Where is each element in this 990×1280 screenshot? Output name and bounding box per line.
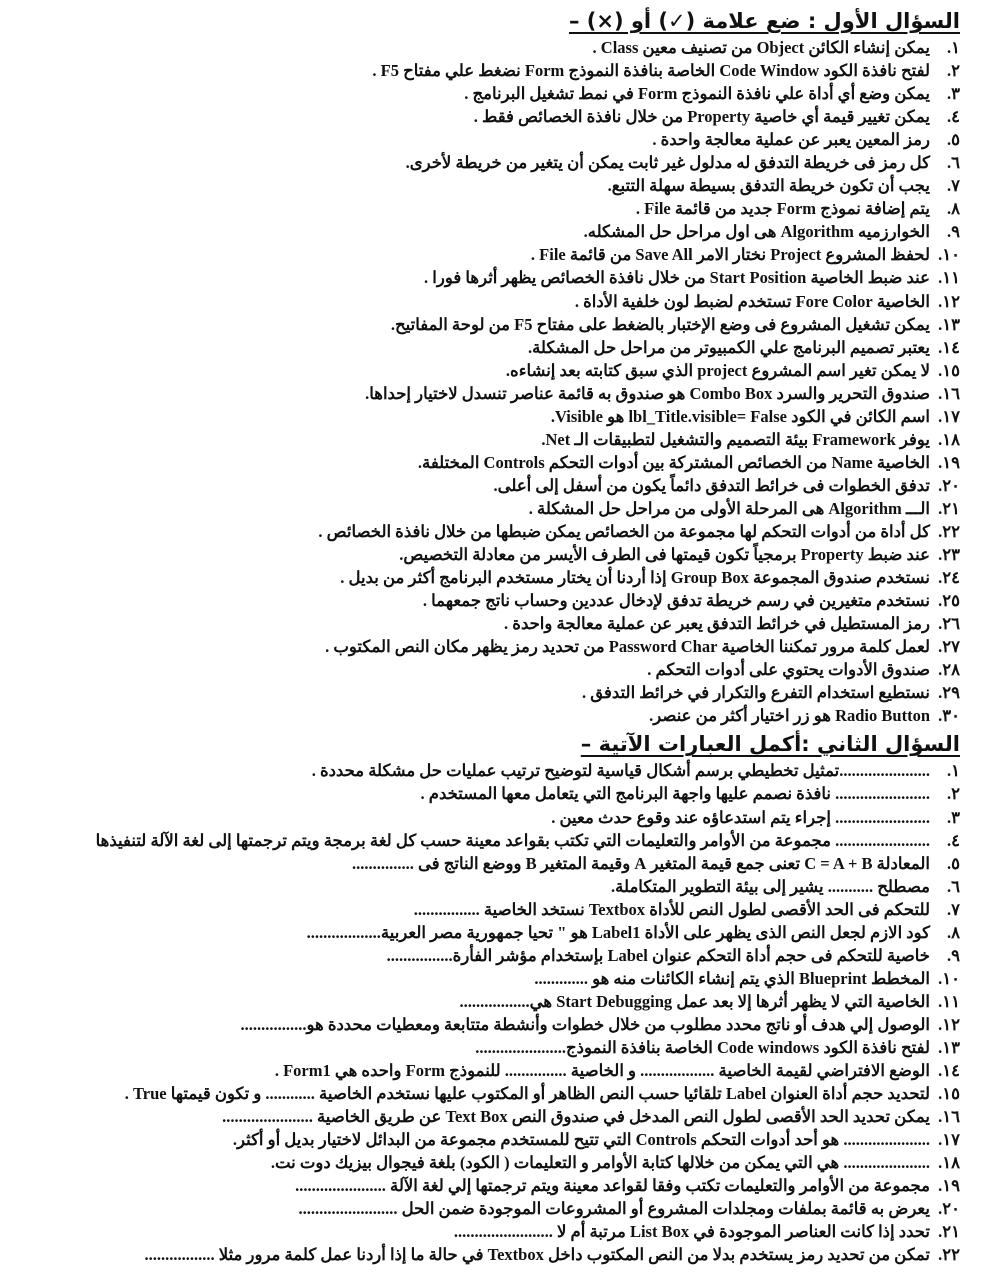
question-item xyxy=(0,704,960,727)
item-number: ١٨. xyxy=(938,1153,960,1173)
item-number: ١٩. xyxy=(938,452,960,472)
item-number: ١٣. xyxy=(938,314,960,334)
item-text: يتم إضافة نموذج Form جديد من قائمة File . xyxy=(635,199,930,219)
question-2-list xyxy=(0,759,990,1266)
item-number: ١٧. xyxy=(938,1130,960,1150)
item-text: مجموعة من الأوامر والتعليمات تكتب وفقا لقواعد معينة ويتم ترجمتها إلي لغة الآلة ...................... xyxy=(295,1176,930,1196)
question-item xyxy=(0,243,960,266)
item-number: ٢٠. xyxy=(938,1199,960,1219)
item-number: ٢٩. xyxy=(938,683,960,703)
question-2-title: السؤال الثاني :أكمل العبارات الآتية – xyxy=(580,732,960,757)
question-item xyxy=(0,829,960,852)
question-item xyxy=(0,806,960,829)
question-item xyxy=(0,290,960,313)
question-item xyxy=(0,543,960,566)
item-text: يمكن وضع أي أداة علي نافذة النموذج Form في نمط تشغيل البرنامج . xyxy=(464,84,930,104)
item-number: ٥. xyxy=(947,130,960,150)
question-item xyxy=(0,1013,960,1036)
question-1-list xyxy=(0,36,990,727)
item-number: ١٠. xyxy=(938,968,960,988)
item-text: لفتح نافذة الكود Code Window الخاصة بنافذة النموذج Form نضغط علي مفتاح F5 . xyxy=(372,61,930,81)
question-item xyxy=(0,405,960,428)
item-number: ٩. xyxy=(947,945,960,965)
item-number: ١٥. xyxy=(938,1084,960,1104)
question-item xyxy=(0,759,960,782)
question-item xyxy=(0,967,960,990)
question-item xyxy=(0,1059,960,1082)
item-number: ٩. xyxy=(947,222,960,242)
item-number: ٢٦. xyxy=(938,614,960,634)
item-text: يمكن تشغيل المشروع فى وضع الإختبار بالضغط على مفتاح F5 من لوحة المفاتيح. xyxy=(390,314,930,334)
item-number: ٨. xyxy=(947,922,960,942)
question-item xyxy=(0,497,960,520)
question-item xyxy=(0,1105,960,1128)
item-text: الخاصية Name من الخصائص المشتركة بين أدوات التحكم Controls المختلفة. xyxy=(417,452,930,472)
item-number: ١٢. xyxy=(938,291,960,311)
item-number: ١١. xyxy=(938,991,960,1011)
item-number: ١٦. xyxy=(938,383,960,403)
question-item xyxy=(0,520,960,543)
item-text: ..................... هو أحد أدوات التحكم Controls التي تتيح للمستخدم مجموعة من البدائل لاختيار بديل أو أكثر. xyxy=(232,1130,930,1150)
item-number: ٢. xyxy=(947,61,960,81)
item-number: ١. xyxy=(947,38,960,57)
item-text: الوضع الافتراضي لقيمة الخاصية .................. و الخاصية ............... للنموذج Form واحده هي Form1 . xyxy=(274,1061,930,1081)
item-text: كود الازم لجعل النص الذى يظهر على الأداة Label1 هو " تحيا جمهورية مصر العربية.................. xyxy=(306,922,930,942)
item-text: تدفق الخطوات فى خرائط التدفق دائماً يكون من أسفل إلى أعلى. xyxy=(493,475,930,495)
item-text: صندوق التحرير والسرد Combo Box هو صندوق به قائمة عناصر تنسدل لاختيار إحداها. xyxy=(365,383,930,403)
question-item xyxy=(0,474,960,497)
item-text: ....................... إجراء يتم استدعاؤه عند وقوع حدث معين . xyxy=(551,807,930,827)
question-item xyxy=(0,197,960,220)
item-text: يمكن تغيير قيمة أي خاصية Property من خلال نافذة الخصائص فقط . xyxy=(473,107,930,127)
question-item xyxy=(0,266,960,289)
question-item xyxy=(0,635,960,658)
question-1-title: السؤال الأول : ضع علامة (✓) أو (×) – xyxy=(568,9,960,33)
item-text: رمز المستطيل في خرائط التدفق يعبر عن عملية معالجة واحدة . xyxy=(504,614,930,634)
question-item xyxy=(0,852,960,875)
question-item xyxy=(0,566,960,589)
item-number: ٢٥. xyxy=(938,591,960,611)
question-item xyxy=(0,105,960,128)
item-text: الوصول إلي هدف أو ناتج محدد مطلوب من خلال خطوات وأنشطة متتابعة ومعطيات محددة هو................ xyxy=(240,1014,930,1034)
item-text: الخوارزميه Algorithm هى اول مراحل حل المشكله. xyxy=(583,222,930,242)
item-text: خاصية للتحكم فى حجم أداة التحكم عنوان Label بإستخدام مؤشر الفأرة................ xyxy=(386,945,930,965)
item-number: ٨. xyxy=(947,199,960,219)
question-item xyxy=(0,1243,960,1266)
item-number: ١٣. xyxy=(938,1037,960,1057)
question-item xyxy=(0,174,960,197)
item-text: ....................... مجموعة من الأوامر والتعليمات التي تكتب بقواعد معينة حسب كل لغة برمجة ويتم ترجمتها إلى لغة الآلة لتنفيذها xyxy=(95,830,930,850)
item-number: ٣٠. xyxy=(938,706,960,726)
item-number: ٢٧. xyxy=(938,637,960,657)
item-text: لفتح نافذة الكود Code windows الخاصة بنافذة النموذج...................... xyxy=(475,1037,930,1057)
item-number: ٢٣. xyxy=(938,545,960,565)
item-text: عند ضبط الخاصية Start Position من خلال نافذة الخصائص يظهر أثرها فورا . xyxy=(424,268,930,288)
question-item xyxy=(0,681,960,704)
item-number: ١٢. xyxy=(938,1014,960,1034)
item-number: ٧. xyxy=(947,899,960,919)
item-text: لتحديد حجم أداة العنوان Label تلقائيا حسب النص الظاهر أو المكتوب عليها نستخدم الخاصية ............ و تكون قيمتها True . xyxy=(124,1084,930,1104)
item-text: نستخدم متغيرين في رسم خريطة تدفق لإدخال عددين وحساب ناتج جمعهما . xyxy=(422,591,930,611)
item-number: ٤. xyxy=(947,830,960,850)
question-item xyxy=(0,382,960,405)
item-text: مصطلح ........... يشير إلى بيئة التطوير المتكاملة. xyxy=(611,876,930,896)
question-item xyxy=(0,1082,960,1105)
question-item xyxy=(0,128,960,151)
question-item xyxy=(0,428,960,451)
item-text: المعادلة C = A + B تعنى جمع قيمة المتغير A وقيمة المتغير B ووضع الناتج فى ............... xyxy=(352,853,930,873)
item-number: ٧. xyxy=(947,176,960,196)
item-text: تمكن من تحديد رمز يستخدم بدلا من النص المكتوب داخل Textbox في حالة ما إذا أردنا عمل كلمة مرور مثلا ................. xyxy=(144,1245,930,1265)
item-number: ٤. xyxy=(947,107,960,127)
question-item xyxy=(0,151,960,174)
item-text: للتحكم فى الحد الأقصى لطول النص للأداة Textbox نستخد الخاصية ................ xyxy=(413,899,930,919)
item-number: ٣. xyxy=(947,807,960,827)
item-text: لعمل كلمة مرور تمكننا الخاصية Password Char من تحديد رمز يظهر مكان النص المكتوب . xyxy=(325,637,930,657)
item-text: ....................... نافذة نصمم عليها واجهة البرنامج التي يتعامل معها المستخدم . xyxy=(420,784,930,804)
item-text: ..................... هي التي يمكن من خلالها كتابة الأوامر و التعليمات ( الكود) بلغة فيجوال بيزيك دوت نت. xyxy=(270,1153,930,1173)
item-text: لحفظ المشروع Project نختار الامر Save All من قائمة File . xyxy=(530,245,930,265)
question-item xyxy=(0,875,960,898)
question-item xyxy=(0,782,960,805)
item-number: ١٩. xyxy=(938,1176,960,1196)
question-item xyxy=(0,898,960,921)
item-text: ......................تمثيل تخطيطي برسم أشكال قياسية لتوضيح ترتيب عمليات حل مشكلة محددة . xyxy=(311,761,930,781)
question-item xyxy=(0,359,960,382)
item-number: ٦. xyxy=(947,153,960,173)
question-item xyxy=(0,944,960,967)
item-number: ١٤. xyxy=(938,337,960,357)
item-number: ١١. xyxy=(938,268,960,288)
item-number: ١٥. xyxy=(938,360,960,380)
item-number: ٢١. xyxy=(938,498,960,518)
question-item xyxy=(0,921,960,944)
question-item xyxy=(0,1174,960,1197)
item-text: يعتبر تصميم البرنامج علي الكمبيوتر من مراحل حل المشكلة. xyxy=(527,337,930,357)
item-text: يوفر Framework بيئة التصميم والتشغيل لتطبيقات الـ Net. xyxy=(541,429,930,449)
item-number: ١٨. xyxy=(938,429,960,449)
question-item xyxy=(0,451,960,474)
item-text: المخطط Blueprint الذي يتم إنشاء الكائنات منه هو ............. xyxy=(534,968,930,988)
item-text: نستطيع استخدام التفرع والتكرار في خرائط التدفق . xyxy=(582,683,930,703)
question-item xyxy=(0,589,960,612)
question-item xyxy=(0,1128,960,1151)
item-number: ٢٨. xyxy=(938,660,960,680)
item-text: الخاصية Fore Color تستخدم لضبط لون خلفية الأداة . xyxy=(574,291,930,311)
item-number: ٣. xyxy=(947,84,960,104)
item-text: يمكن تحديد الحد الأقصى لطول النص المدخل في صندوق النص Text Box عن طريق الخاصية ...................... xyxy=(222,1107,930,1127)
question-item xyxy=(0,59,960,82)
item-number: ١٦. xyxy=(938,1107,960,1127)
question-item xyxy=(0,1036,960,1059)
item-text: الخاصية التي لا يظهر أثرها إلا بعد عمل Start Debugging هي................. xyxy=(459,991,930,1011)
question-item xyxy=(0,82,960,105)
question-item xyxy=(0,220,960,243)
item-text: الـــ Algorithm هى المرحلة الأولى من مراحل حل المشكلة . xyxy=(528,498,930,518)
item-number: ٢٠. xyxy=(938,475,960,495)
item-text: صندوق الأدوات يحتوي على أدوات التحكم . xyxy=(647,660,930,680)
item-number: ١٧. xyxy=(938,406,960,426)
question-item xyxy=(0,658,960,681)
item-number: ٢٤. xyxy=(938,568,960,588)
item-text: نستخدم صندوق المجموعة Group Box إذا أردنا أن يختار مستخدم البرنامج أكثر من بديل . xyxy=(340,568,930,588)
item-text: تحدد إذا كانت العناصر الموجودة في List Box مرتبة أم لا ........................ xyxy=(453,1222,930,1242)
question-item xyxy=(0,990,960,1013)
item-number: ٥. xyxy=(947,853,960,873)
item-number: ٢. xyxy=(947,784,960,804)
item-text: لا يمكن تغير اسم المشروع project الذي سبق كتابته بعد إنشاءه. xyxy=(505,360,930,380)
item-text: كل أداة من أدوات التحكم لها مجموعة من الخصائص يمكن ضبطها من خلال نافذة الخصائص . xyxy=(318,521,930,541)
item-text: Radio Button هو زر اختيار أكثر من عنصر. xyxy=(649,706,930,726)
question-item xyxy=(0,1197,960,1220)
item-text: اسم الكائن في الكود lbl_Title.visible= False هو Visible. xyxy=(550,406,930,426)
item-text: يعرض به قائمة بملفات ومجلدات المشروع أو المشروعات الموجودة ضمن الحل ........................ xyxy=(298,1199,930,1219)
item-text: كل رمز فى خريطة التدفق له مدلول غير ثابت يمكن أن يتغير من خريطة لأخرى. xyxy=(405,153,930,173)
item-number: ١. xyxy=(947,761,960,781)
item-number: ١٤. xyxy=(938,1061,960,1081)
item-number: ٢٢. xyxy=(938,521,960,541)
question-item xyxy=(0,313,960,336)
item-number: ٢٢. xyxy=(938,1245,960,1265)
item-number: ٦. xyxy=(947,876,960,896)
question-item xyxy=(0,612,960,635)
item-text: عند ضبط Property برمجياً تكون قيمتها فى الطرف الأيسر من معادلة التخصيص. xyxy=(399,545,930,565)
item-number: ٢١. xyxy=(938,1222,960,1242)
question-item xyxy=(0,336,960,359)
question-item xyxy=(0,1220,960,1243)
question-item xyxy=(0,1151,960,1174)
item-text: رمز المعين يعبر عن عملية معالجة واحدة . xyxy=(652,130,930,150)
item-text: يجب أن تكون خريطة التدفق بسيطة سهلة التتبع. xyxy=(607,176,930,196)
item-number: ١٠. xyxy=(938,245,960,265)
question-item xyxy=(0,36,960,59)
item-text: يمكن إنشاء الكائن Object من تصنيف معين Class . xyxy=(592,38,930,57)
